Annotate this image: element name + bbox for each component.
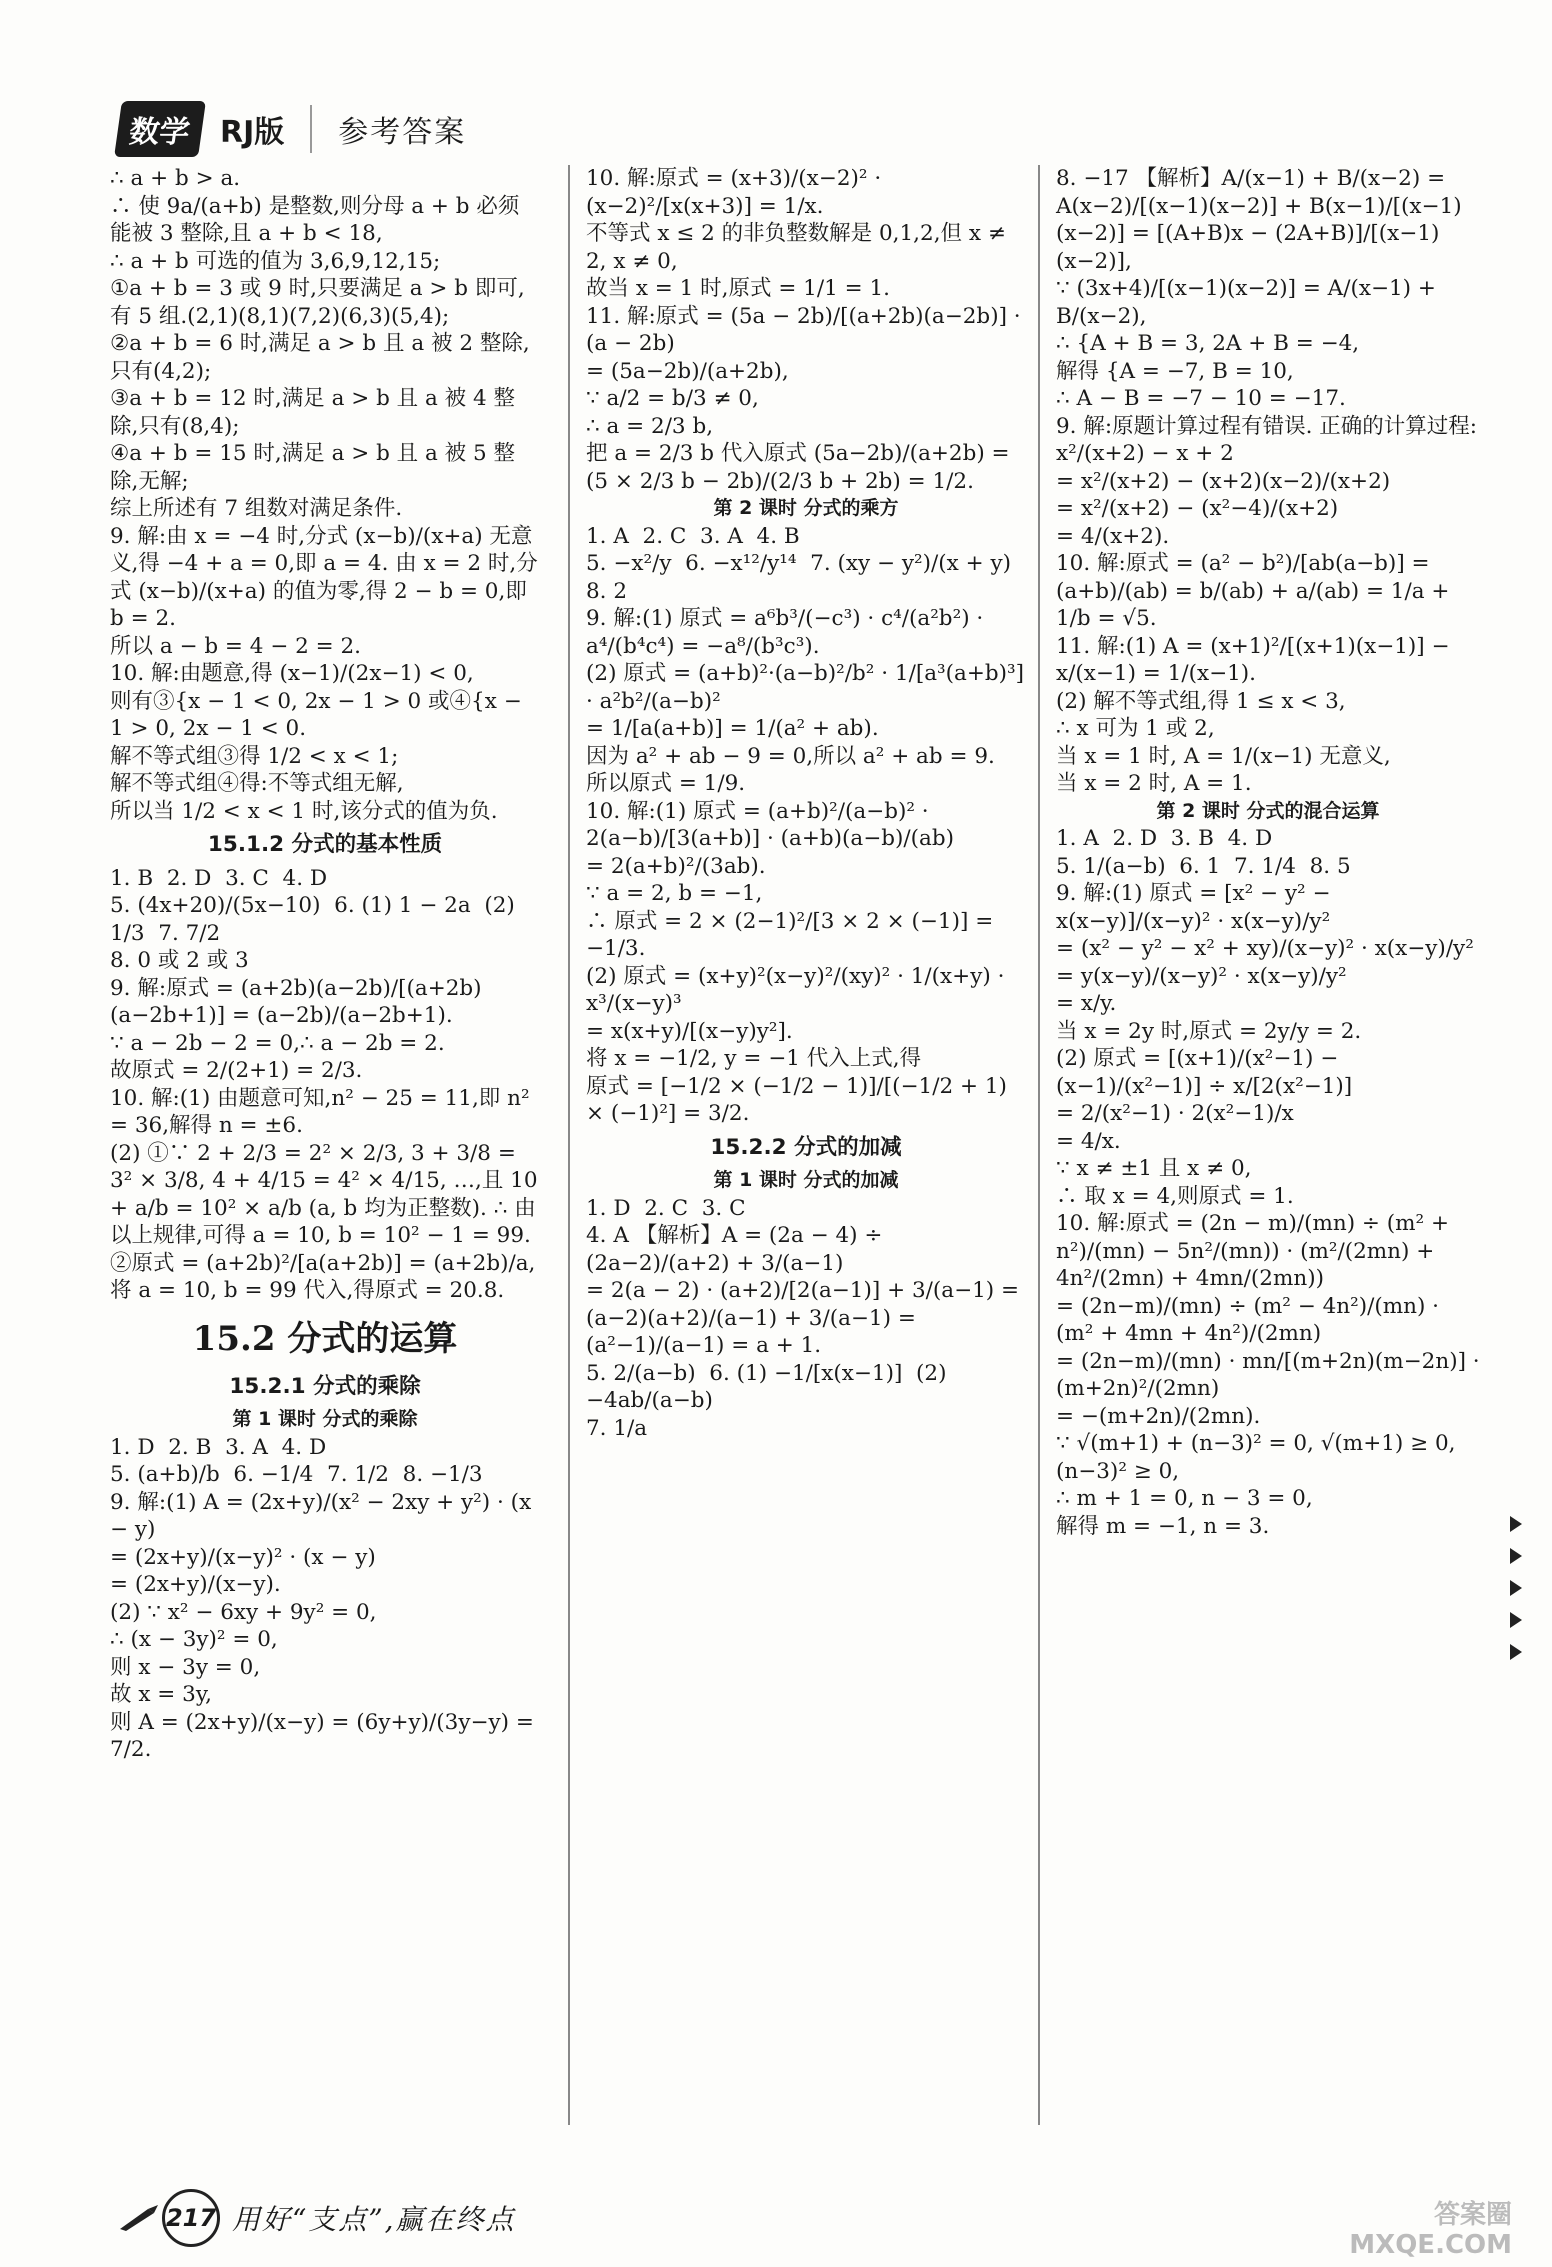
triangle-marker-icon xyxy=(1510,1644,1522,1660)
answer-line: 1. B 2. D 3. C 4. D xyxy=(110,865,328,891)
section-heading: 第 2 课时 分式的乘方 xyxy=(713,497,899,519)
answer-line: 5. (a+b)/b 6. −1/4 7. 1/2 8. −1/3 xyxy=(110,1462,483,1487)
answer-line: 1. D 2. B 3. A 4. D xyxy=(110,1434,327,1460)
section-heading: 15.2.2 分式的加减 xyxy=(710,1134,902,1160)
answer-line: 当 x = 1 时, A = 1/(x−1) 无意义, xyxy=(1056,743,1391,769)
subject-badge: 数学 xyxy=(114,101,206,157)
answer-line: ∴ x 可为 1 或 2, xyxy=(1056,716,1215,741)
answer-line: 将 a = 10, b = 99 代入,得原式 = 20.8. xyxy=(110,1278,505,1303)
section-heading: 第 1 课时 分式的加减 xyxy=(713,1169,899,1191)
section-heading: 15.1.2 分式的基本性质 xyxy=(207,832,443,857)
answer-line: ∴ 使 9a/(a+b) 是整数,则分母 a + b 必须能被 3 整除,且 a + b < 18, xyxy=(110,193,520,246)
header-title: 参考答案 xyxy=(338,115,467,150)
answer-line: = (2n−m)/(mn) · mn/[(m+2n)(m−2n)] · (m+2n)²/(2mn) xyxy=(1056,1348,1487,1401)
answer-line: ∴ a = 2/3 b, xyxy=(586,413,714,439)
answer-column-1 xyxy=(110,165,550,2125)
page-number: 217 xyxy=(162,2189,220,2247)
answer-line: 1. A 2. D 3. B 4. D xyxy=(1056,826,1273,851)
answer-line: 10. 解:原式 = (2n − m)/(mn) ÷ (m² + n²)/(mn) − 5n²/(mn)) · (m²/(2mn) + 4n²/(2mn) + 4mn/(2mn)) xyxy=(1056,1211,1456,1291)
answer-line: ∵ a/2 = b/3 ≠ 0, xyxy=(586,386,759,411)
answer-line: ∵ √(m+1) + (n−3)² = 0, √(m+1) ≥ 0, (n−3)² ≥ 0, xyxy=(1056,1431,1463,1484)
answer-line: 5. −x²/y 6. −x¹²/y¹⁴ 7. (xy − y²)/(x + y) 8. 2 xyxy=(586,551,1025,604)
answer-line: 10. 解:原式 = (x+3)/(x−2)² · (x−2)²/[x(x+3)] = 1/x. xyxy=(586,166,889,219)
answer-line: 则有③{x − 1 < 0, 2x − 1 > 0 或④{x − 1 > 0, 2x − 1 < 0. xyxy=(110,688,529,741)
answer-line: 10. 解:(1) 原式 = (a+b)²/(a−b)² · 2(a−b)/[3(a+b)] · (a+b)(a−b)/(ab) xyxy=(586,798,954,851)
triangle-marker-icon xyxy=(1510,1580,1522,1596)
answer-line: ④a + b = 15 时,满足 a > b 且 a 被 5 整除,无解; xyxy=(110,441,516,494)
answer-line: = x(x+y)/[(x−y)y²]. xyxy=(586,1018,793,1044)
answer-line: 8. −17 【解析】A/(x−1) + B/(x−2) = A(x−2)/[(x−1)(x−2)] + B(x−1)/[(x−1)(x−2)] = [(A+B)x − (2A+B)]/[(x−1)(x−2)], xyxy=(1056,166,1462,274)
answer-line: ∵ a = 2, b = −1, xyxy=(586,881,763,906)
answer-line: = (x² − y² − x² + xy)/(x−y)² · x(x−y)/y² xyxy=(1056,936,1474,961)
answer-line: 4. A 【解析】A = (2a − 4) ÷ (2a−2)/(a+2) + 3/(a−1) xyxy=(586,1223,890,1276)
answer-line: ③a + b = 12 时,满足 a > b 且 a 被 4 整除,只有(8,4); xyxy=(110,386,516,439)
answer-line: = (2x+y)/(x−y)² · (x − y) xyxy=(110,1544,376,1570)
section-heading: 第 2 课时 分式的混合运算 xyxy=(1156,799,1380,822)
answer-line: 11. 解:原式 = (5a − 2b)/[(a+2b)(a−2b)] · (a − 2b) xyxy=(586,303,1028,356)
answer-line: ①a + b = 3 或 9 时,只要满足 a > b 即可,有 5 组.(2,1)(8,1)(7,2)(6,3)(5,4); xyxy=(110,276,525,329)
answer-line: 解不等式组③得 1/2 < x < 1; xyxy=(110,743,399,769)
page-header xyxy=(118,98,578,160)
answer-line: ∵ a − 2b − 2 = 0,∴ a − 2b = 2. xyxy=(110,1030,445,1056)
answer-column-3 xyxy=(1038,165,1487,2125)
triangle-marker-icon xyxy=(1510,1548,1522,1564)
answer-line: 所以原式 = 1/9. xyxy=(586,771,746,796)
answer-line: 不等式 x ≤ 2 的非负整数解是 0,1,2,但 x ≠ 2, x ≠ 0, xyxy=(586,221,1013,274)
answer-line: 把 a = 2/3 b 代入原式 (5a−2b)/(a+2b) = (5 × 2/3 b − 2b)/(2/3 b + 2b) = 1/2. xyxy=(586,441,1017,494)
answer-column-2 xyxy=(568,165,1031,2125)
answer-line: 5. 1/(a−b) 6. 1 7. 1/4 8. 5 xyxy=(1056,853,1351,879)
answer-line: (2) ①∵ 2 + 2/3 = 2² × 2/3, 3 + 3/8 = 3² × 3/8, 4 + 4/15 = 4² × 4/15, …,且 10 + a/b = 10² × a/b (a, b 均为正整数). ∴ 由以上规律,可得 a = 10, b = 10² − 1 = 99. xyxy=(110,1140,545,1248)
answer-line: 则 A = (2x+y)/(x−y) = (6y+y)/(3y−y) = 7/2. xyxy=(110,1709,541,1762)
answer-line: 所以 a − b = 4 − 2 = 2. xyxy=(110,633,362,659)
answer-line: ②a + b = 6 时,满足 a > b 且 a 被 2 整除,只有(4,2); xyxy=(110,331,530,384)
answer-line: = y(x−y)/(x−y)² · x(x−y)/y² xyxy=(1056,963,1347,989)
answer-line: = (2n−m)/(mn) ÷ (m² − 4n²)/(mn) · (m² + 4mn + 4n²)/(2mn) xyxy=(1056,1293,1446,1346)
section-heading: 第 1 课时 分式的乘除 xyxy=(232,1408,418,1430)
answer-line: 因为 a² + ab − 9 = 0,所以 a² + ab = 9. xyxy=(586,743,995,769)
answer-line: = (5a−2b)/(a+2b), xyxy=(586,358,789,384)
answer-line: 当 x = 2y 时,原式 = 2y/y = 2. xyxy=(1056,1018,1362,1044)
answer-line: 7. 1/a xyxy=(586,1415,648,1441)
answer-line: = 2(a+b)²/(3ab). xyxy=(586,853,766,879)
answer-line: 原式 = [−1/2 × (−1/2 − 1)]/[(−1/2 + 1) × (−1)²] = 3/2. xyxy=(586,1073,1014,1126)
answer-line: ∵ (3x+4)/[(x−1)(x−2)] = A/(x−1) + B/(x−2), xyxy=(1056,276,1443,329)
answer-line: 当 x = 2 时, A = 1. xyxy=(1056,771,1252,796)
answer-line: = 2(a − 2) · (a+2)/[2(a−1)] + 3/(a−1) = (a−2)(a+2)/(a−1) + 3/(a−1) = (a²−1)/(a−1) = a + 1. xyxy=(586,1278,1026,1358)
answer-line: 解不等式组④得:不等式组无解, xyxy=(110,771,404,796)
edge-tab-marks xyxy=(1510,1500,1540,1676)
site-watermark xyxy=(1349,2200,1512,2260)
answer-line: 9. 解:由 x = −4 时,分式 (x−b)/(x+a) 无意义,得 −4 + a = 0,即 a = 4. 由 x = 2 时,分式 (x−b)/(x+a) 的值为零,得 2 − b = 0,即 b = 2. xyxy=(110,523,538,631)
answer-line: 1. D 2. C 3. C xyxy=(586,1195,746,1221)
edition-label: RJ版 xyxy=(220,115,285,150)
answer-line: (2) 原式 = (a+b)²·(a−b)²/b² · 1/[a³(a+b)³] · a²b²/(a−b)² xyxy=(586,661,1031,714)
page-footer xyxy=(118,2190,516,2246)
answer-line: ∴ a + b 可选的值为 3,6,9,12,15; xyxy=(110,248,441,274)
answer-line: 10. 解:原式 = (a² − b²)/[ab(a−b)] = (a+b)/(ab) = b/(ab) + a/(ab) = 1/a + 1/b = √5. xyxy=(1056,551,1457,631)
answer-line: 9. 解:(1) 原式 = a⁶b³/(−c³) · c⁴/(a²b²) · a⁴/(b⁴c⁴) = −a⁸/(b³c³). xyxy=(586,606,991,659)
footer-slogan: 用好“支点”,赢在终点 xyxy=(232,2203,516,2236)
answer-line: 5. (4x+20)/(5x−10) 6. (1) 1 − 2a (2) 1/3 7. 7/2 xyxy=(110,893,522,946)
answer-line: ∴ 取 x = 4,则原式 = 1. xyxy=(1056,1183,1294,1209)
answer-line: (2) 解不等式组,得 1 ≤ x < 3, xyxy=(1056,688,1346,714)
answer-line: ②原式 = (a+2b)²/[a(a+2b)] = (a+2b)/a, xyxy=(110,1250,536,1276)
section-heading: 15.2 分式的运算 xyxy=(192,1318,458,1359)
pen-icon xyxy=(118,2203,162,2233)
answer-line: = 1/[a(a+b)] = 1/(a² + ab). xyxy=(586,716,879,741)
triangle-marker-icon xyxy=(1510,1516,1522,1532)
answer-line: = x/y. xyxy=(1056,991,1117,1016)
answer-line: 解得 {A = −7, B = 10, xyxy=(1056,358,1294,384)
answer-line: ∵ x ≠ ±1 且 x ≠ 0, xyxy=(1056,1156,1252,1181)
answer-line: 9. 解:原题计算过程有错误. 正确的计算过程: x²/(x+2) − x + 2 xyxy=(1056,413,1484,466)
answer-line: ∴ m + 1 = 0, n − 3 = 0, xyxy=(1056,1486,1313,1511)
header-divider xyxy=(310,105,312,153)
answer-line: 10. 解:由题意,得 (x−1)/(2x−1) < 0, xyxy=(110,661,474,686)
answer-line: ∴ {A + B = 3, 2A + B = −4, xyxy=(1056,331,1360,356)
section-heading: 15.2.1 分式的乘除 xyxy=(229,1373,421,1399)
answer-line: ∴ (x − 3y)² = 0, xyxy=(110,1627,278,1652)
answer-line: 则 x − 3y = 0, xyxy=(110,1654,261,1680)
answer-line: 故当 x = 1 时,原式 = 1/1 = 1. xyxy=(586,276,890,301)
answer-line: 所以当 1/2 < x < 1 时,该分式的值为负. xyxy=(110,798,498,824)
watermark-line-1: 答案圈 xyxy=(1433,2200,1512,2230)
answer-line: 9. 解:(1) 原式 = [x² − y² − x(x−y)]/(x−y)² · x(x−y)/y² xyxy=(1056,881,1338,934)
answer-line: (2) 原式 = (x+y)²(x−y)²/(xy)² · 1/(x+y) · x³/(x−y)³ xyxy=(586,963,1012,1016)
answer-line: 5. 2/(a−b) 6. (1) −1/[x(x−1)] (2) −4ab/(a−b) xyxy=(586,1360,954,1413)
answer-line: 10. 解:(1) 由题意可知,n² − 25 = 11,即 n² = 36,解得 n = ±6. xyxy=(110,1085,537,1138)
answer-line: (2) 原式 = [(x+1)/(x²−1) − (x−1)/(x²−1)] ÷ x/[2(x²−1)] xyxy=(1056,1046,1353,1099)
answer-line: = 4/x. xyxy=(1056,1128,1121,1154)
answer-line: = −(m+2n)/(2mn). xyxy=(1056,1403,1261,1429)
triangle-marker-icon xyxy=(1510,1612,1522,1628)
answer-line: 8. 0 或 2 或 3 xyxy=(110,948,249,973)
answer-line: ∴ a + b > a. xyxy=(110,166,241,191)
answer-line: 9. 解:(1) A = (2x+y)/(x² − 2xy + y²) · (x − y) xyxy=(110,1489,539,1542)
answer-line: ∴ A − B = −7 − 10 = −17. xyxy=(1056,386,1346,411)
answer-line: 故 x = 3y, xyxy=(110,1682,212,1707)
answer-line: = x²/(x+2) − (x²−4)/(x+2) xyxy=(1056,496,1339,521)
answer-line: 将 x = −1/2, y = −1 代入上式,得 xyxy=(586,1046,922,1071)
answer-line: = (2x+y)/(x−y). xyxy=(110,1572,281,1597)
answer-line: = x²/(x+2) − (x+2)(x−2)/(x+2) xyxy=(1056,468,1391,494)
answer-line: = 2/(x²−1) · 2(x²−1)/x xyxy=(1056,1101,1294,1126)
answer-line: 故原式 = 2/(2+1) = 2/3. xyxy=(110,1058,363,1083)
answer-line: ∴ 原式 = 2 × (2−1)²/[3 × 2 × (−1)] = −1/3. xyxy=(586,908,1001,961)
watermark-line-2: MXQE.COM xyxy=(1349,2230,1512,2260)
answer-line: 解得 m = −1, n = 3. xyxy=(1056,1513,1270,1539)
answer-line: 9. 解:原式 = (a+2b)(a−2b)/[(a+2b)(a−2b+1)] = (a−2b)/(a−2b+1). xyxy=(110,975,482,1028)
answer-line: 11. 解:(1) A = (x+1)²/[(x+1)(x−1)] − x/(x−1) = 1/(x−1). xyxy=(1056,633,1457,686)
answer-line: (2) ∵ x² − 6xy + 9y² = 0, xyxy=(110,1599,377,1625)
answer-line: 综上所述有 7 组数对满足条件. xyxy=(110,496,403,521)
answer-line: = 4/(x+2). xyxy=(1056,523,1170,549)
answer-line: 1. A 2. C 3. A 4. B xyxy=(586,523,800,549)
